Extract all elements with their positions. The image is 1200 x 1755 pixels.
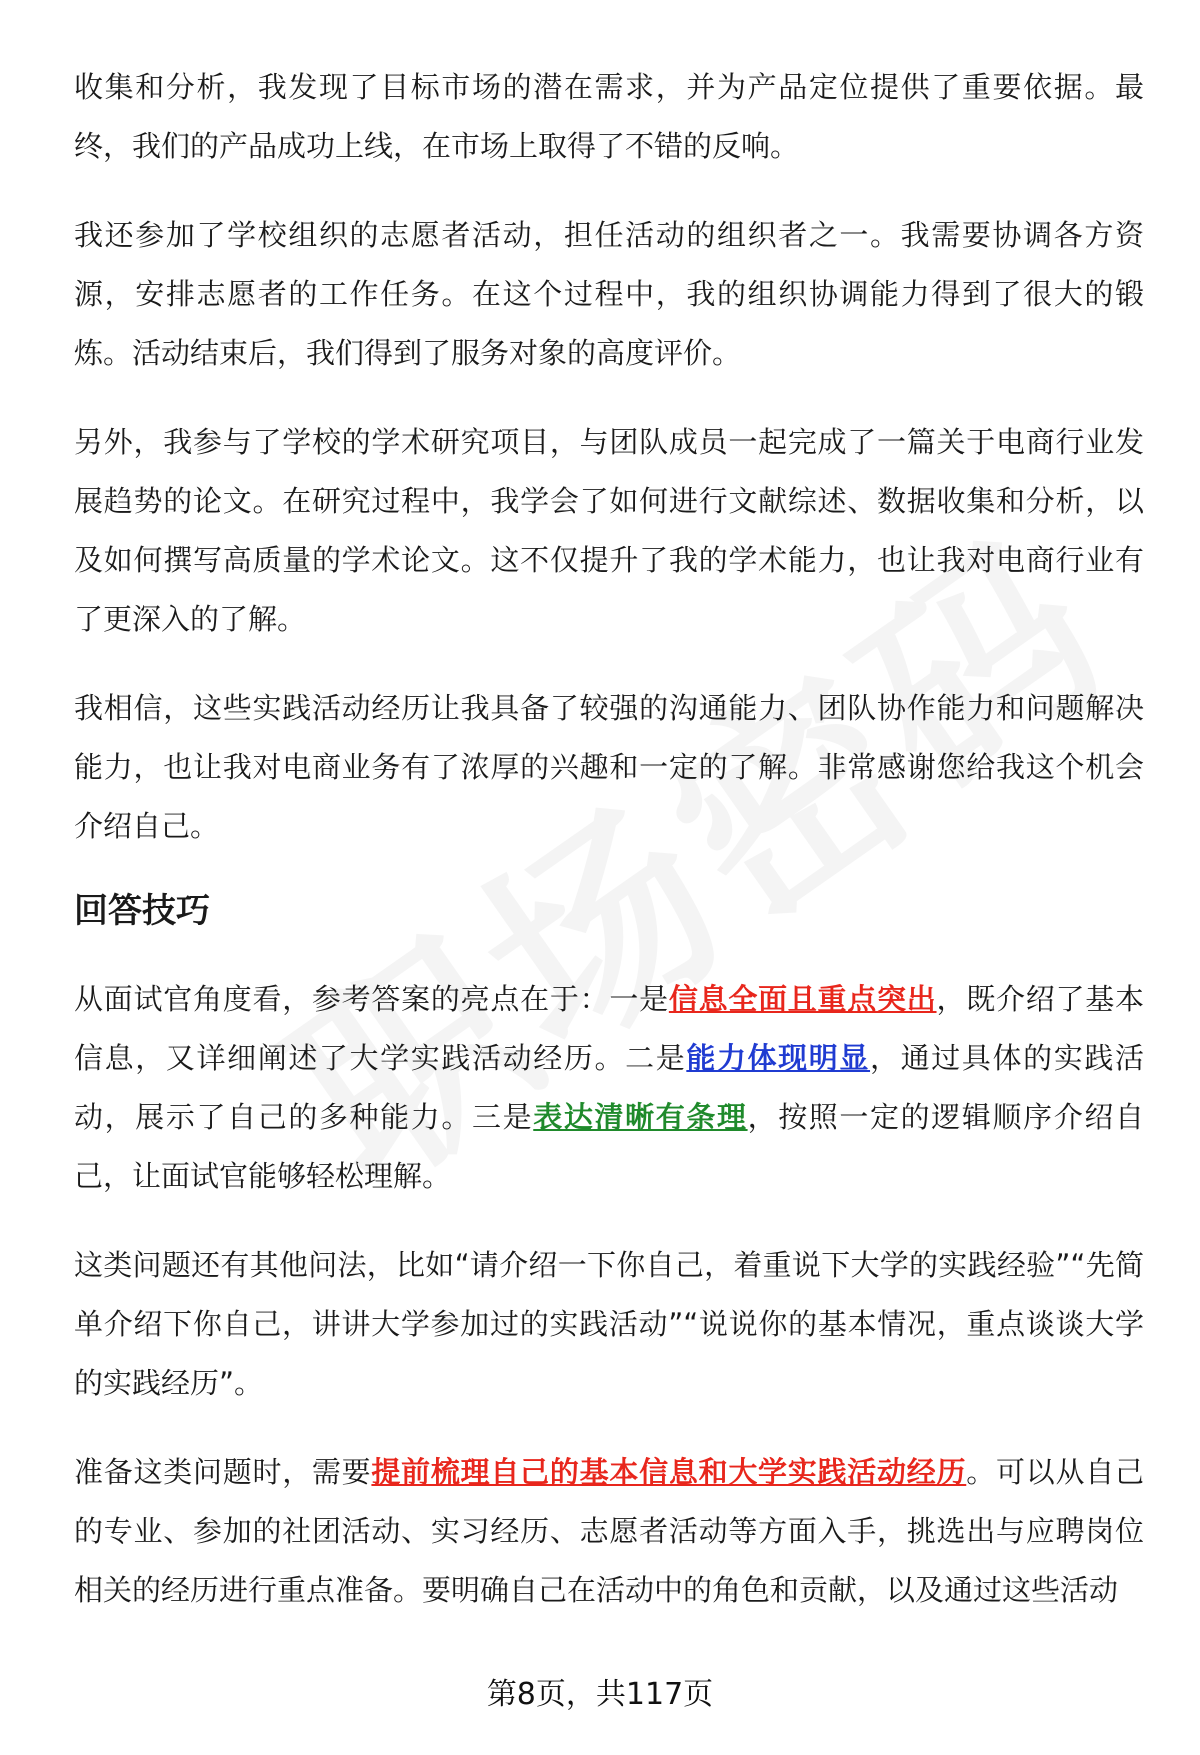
- document-page: [74, 58, 1144, 1650]
- paragraph-tips-preparation: [74, 1443, 1144, 1620]
- highlight-ability: 能力体现明显: [686, 1041, 871, 1075]
- highlight-info-complete: 信息全面且重点突出: [668, 982, 937, 1016]
- paragraph-volunteer: 我还参加了学校组织的志愿者活动，担任活动的组织者之一。我需要协调各方资源，安排志愿者的工作任务。在这个过程中，我的组织协调能力得到了很大的锻炼。活动结束后，我们得到了服务对象的高度评价。: [74, 218, 1144, 370]
- paragraph-tips-highlights: [74, 970, 1144, 1206]
- paragraph-market-analysis: 收集和分析，我发现了目标市场的潜在需求，并为产品定位提供了重要依据。最终，我们的产品成功上线，在市场上取得了不错的反响。: [74, 70, 1144, 163]
- tips-text: 准备这类问题时，需要: [74, 1455, 372, 1489]
- page-number-footer: 第8页，共117页: [486, 1677, 714, 1712]
- paragraph-research: 另外，我参与了学校的学术研究项目，与团队成员一起完成了一篇关于电商行业发展趋势的论文。在研究过程中，我学会了如何进行文献综述、数据收集和分析，以及如何撰写高质量的学术论文。这不仅提升了我的学术能力，也让我对电商行业有了更深入的了解。: [74, 425, 1144, 636]
- paragraph-conclusion: 我相信，这些实践活动经历让我具备了较强的沟通能力、团队协作能力和问题解决能力，也让我对电商业务有了浓厚的兴趣和一定的了解。非常感谢您给我这个机会介绍自己。: [74, 691, 1144, 843]
- tips-text: ，通过具体的实践活动，展示了自己的多种能力。三是: [74, 1041, 1144, 1134]
- tips-text: ，既介绍了基本信息，又详细阐述了大学实践活动经历。二是: [74, 982, 1144, 1075]
- tips-text: 从面试官角度看，参考答案的亮点在于：一是: [74, 982, 669, 1016]
- section-heading: 回答技巧: [74, 891, 210, 931]
- tips-text: 。可以从自己的专业、参加的社团活动、实习经历、志愿者活动等方面入手，挑选出与应聘岗位相关的经历进行重点准备。要明确自己在活动中的角色和贡献，以及通过这些活动: [74, 1455, 1144, 1607]
- highlight-expression: 表达清晰有条理: [533, 1100, 748, 1134]
- highlight-prepare: 提前梳理自己的基本信息和大学实践活动经历: [371, 1455, 967, 1489]
- paragraph-tips-variants: 这类问题还有其他问法，比如“请介绍一下你自己，着重说下大学的实践经验”“先简单介绍下你自己，讲讲大学参加过的实践活动”“说说你的基本情况，重点谈谈大学的实践经历”。: [74, 1248, 1144, 1400]
- tips-text: ，按照一定的逻辑顺序介绍自己，让面试官能够轻松理解。: [74, 1100, 1144, 1193]
